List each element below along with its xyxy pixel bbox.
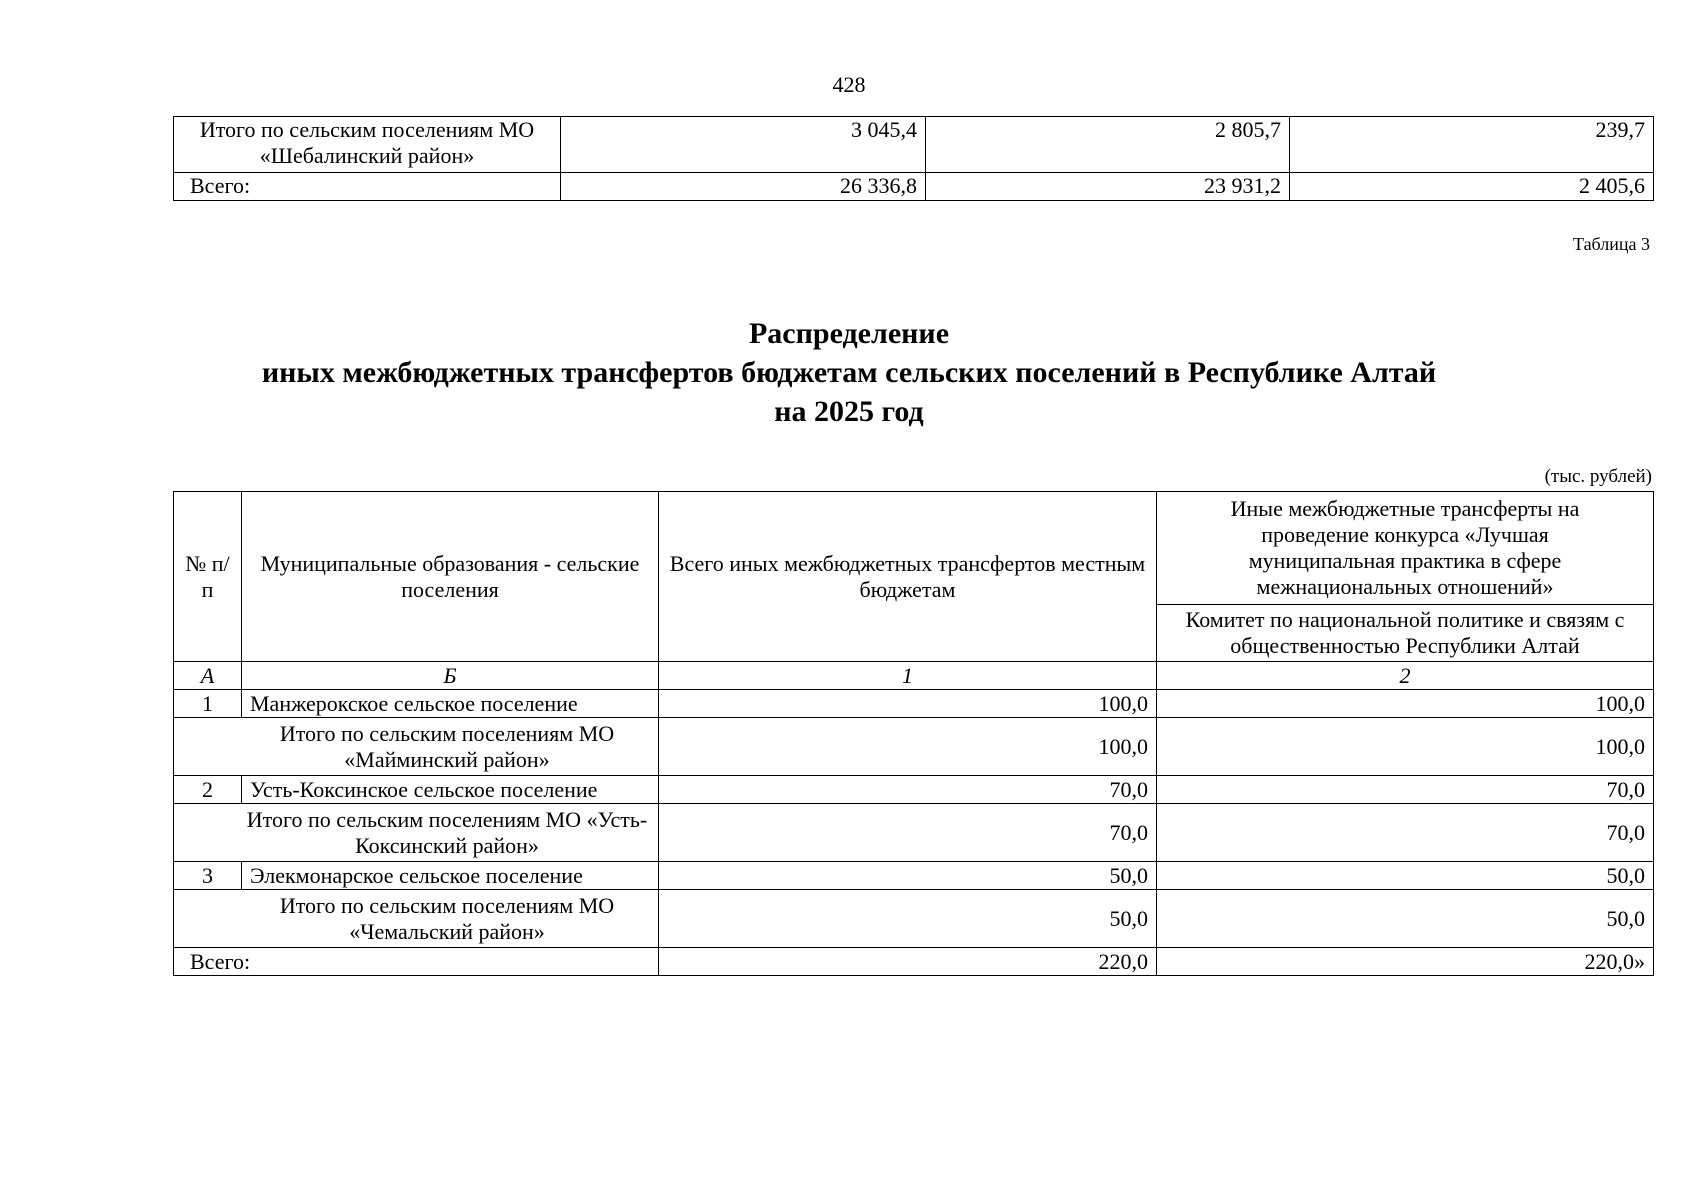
header-num: № п/п — [174, 492, 242, 662]
page-number: 428 — [832, 72, 866, 97]
row-committee: 50,0 — [1157, 890, 1654, 948]
index-cell: А — [174, 662, 242, 690]
index-cell: Б — [242, 662, 659, 690]
row-name: Итого по сельским поселениям МО «Усть-Коксинский район» — [174, 804, 659, 862]
index-cell: 1 — [659, 662, 1157, 690]
index-row — [174, 662, 1654, 690]
row-total: 70,0 — [659, 776, 1157, 804]
header-transfers: Иные межбюджетные трансферты на проведение конкурса «Лучшая муниципальная практика в сфере межнациональных отношений» — [1157, 492, 1654, 605]
header-row — [174, 492, 1654, 605]
grand-total-committee: 220,0» — [1157, 948, 1654, 976]
row-name: Манжерокское сельское поселение — [242, 690, 659, 718]
cell-value: 239,7 — [1290, 117, 1654, 173]
row-committee: 100,0 — [1157, 718, 1654, 776]
row-committee: 70,0 — [1157, 804, 1654, 862]
row-num: 3 — [174, 862, 242, 890]
row-total: 70,0 — [659, 804, 1157, 862]
row-name: Усть-Коксинское сельское поселение — [242, 776, 659, 804]
row-num: 1 — [174, 690, 242, 718]
table-label: Таблица 3 — [1573, 234, 1650, 254]
header-committee: Комитет по национальной политике и связям с общественностью Республики Алтай — [1157, 605, 1654, 662]
row-name: Всего: — [174, 173, 561, 201]
row-name: Элекмонарское сельское поселение — [242, 862, 659, 890]
row-name: Итого по сельским поселениям МО «Шебалинский район» — [174, 117, 561, 173]
grand-total-value: 220,0 — [659, 948, 1157, 976]
table-row — [174, 890, 1654, 948]
table-row — [174, 117, 1654, 173]
table-row — [174, 718, 1654, 776]
table-row — [174, 776, 1654, 804]
page-title — [0, 314, 1698, 431]
cell-value: 2 805,7 — [926, 117, 1290, 173]
row-committee: 100,0 — [1157, 690, 1654, 718]
grand-total-row — [174, 948, 1654, 976]
cell-value: 23 931,2 — [926, 173, 1290, 201]
title-line: на 2025 год — [774, 395, 924, 428]
units-label: (тыс. рублей) — [1544, 466, 1652, 487]
table-row — [174, 173, 1654, 201]
cell-value: 3 045,4 — [561, 117, 926, 173]
grand-total-label: Всего: — [174, 948, 659, 976]
index-cell: 2 — [1157, 662, 1654, 690]
row-name: Итого по сельским поселениям МО «Майминский район» — [174, 718, 659, 776]
row-num: 2 — [174, 776, 242, 804]
header-total: Всего иных межбюджетных трансфертов местным бюджетам — [659, 492, 1157, 662]
table-row — [174, 690, 1654, 718]
row-name: Итого по сельским поселениям МО «Чемальский район» — [174, 890, 659, 948]
cell-value: 26 336,8 — [561, 173, 926, 201]
row-total: 50,0 — [659, 890, 1157, 948]
table-row — [174, 804, 1654, 862]
row-total: 100,0 — [659, 690, 1157, 718]
cell-value: 2 405,6 — [1290, 173, 1654, 201]
transfers-table — [173, 491, 1654, 976]
title-line: иных межбюджетных трансфертов бюджетам сельских поселений в Республике Алтай — [261, 356, 1437, 389]
header-municipality: Муниципальные образования - сельские поселения — [242, 492, 659, 662]
row-committee: 70,0 — [1157, 776, 1654, 804]
title-line: Распределение — [748, 317, 950, 350]
row-total: 50,0 — [659, 862, 1157, 890]
row-total: 100,0 — [659, 718, 1157, 776]
continued-table — [173, 116, 1654, 201]
table-row — [174, 862, 1654, 890]
row-committee: 50,0 — [1157, 862, 1654, 890]
